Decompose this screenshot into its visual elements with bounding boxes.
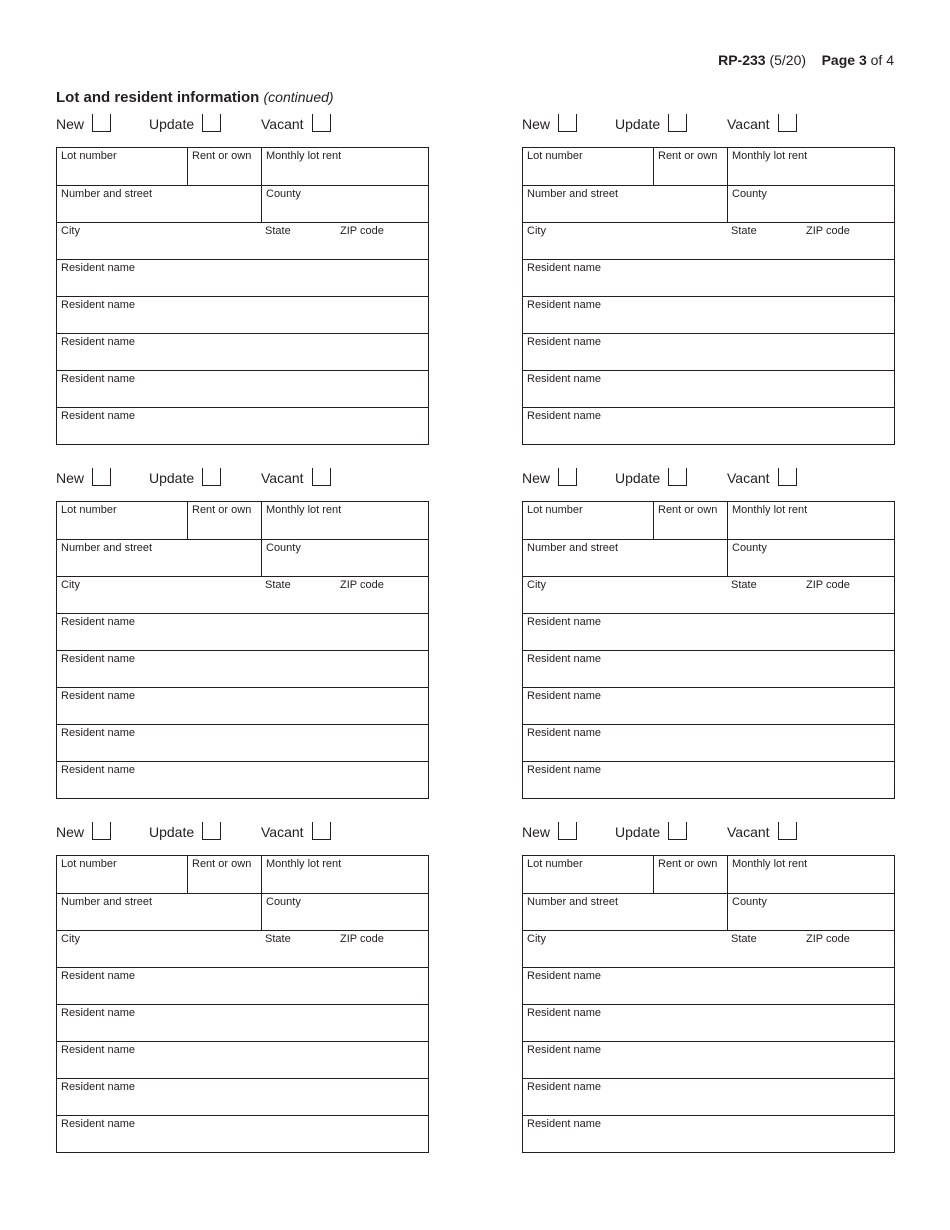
lot-number-field[interactable]: Lot number [61,858,117,870]
vacant-option [727,114,797,132]
row-address [57,539,428,577]
monthly-lot-rent-field[interactable]: Monthly lot rent [727,856,894,893]
vacant-checkbox[interactable] [778,822,797,840]
row-resident [523,333,894,371]
rent-or-own-field[interactable]: Rent or own [653,856,727,893]
lot-number-field[interactable]: Lot number [61,150,117,162]
monthly-lot-rent-field[interactable]: Monthly lot rent [727,502,894,539]
update-label: Update [149,470,195,486]
row-lot [523,502,894,539]
resident-name-field[interactable]: Resident name [527,690,601,702]
city-field[interactable]: City [527,225,546,237]
resident-name-field[interactable]: Resident name [61,1118,135,1130]
update-checkbox[interactable] [202,468,221,486]
row-resident [57,687,428,725]
zip-code-field[interactable]: ZIP code [806,225,850,237]
zip-code-field[interactable]: ZIP code [806,933,850,945]
update-checkbox[interactable] [202,822,221,840]
vacant-label: Vacant [261,470,304,486]
resident-name-field[interactable]: Resident name [61,1081,135,1093]
new-option [56,822,111,840]
city-field[interactable]: City [61,579,80,591]
new-label: New [522,116,551,132]
state-field[interactable]: State [265,579,291,591]
row-city [523,222,894,260]
city-field[interactable]: City [527,933,546,945]
row-resident [57,1004,428,1042]
page-number: 3 [858,52,867,68]
resident-name-field[interactable]: Resident name [61,410,135,422]
resident-name-field[interactable]: Resident name [527,1118,601,1130]
resident-name-field[interactable]: Resident name [527,1044,601,1056]
rent-or-own-field[interactable]: Rent or own [653,148,727,185]
city-field[interactable]: City [61,933,80,945]
lot-info-table [522,501,895,799]
county-field[interactable]: County [727,186,894,223]
vacant-label: Vacant [727,116,770,132]
row-city [57,930,428,968]
section-title [56,89,334,106]
vacant-checkbox[interactable] [312,468,331,486]
row-city [57,576,428,614]
resident-name-field[interactable]: Resident name [527,764,601,776]
status-options [522,464,895,494]
zip-code-field[interactable]: ZIP code [340,225,384,237]
new-option [522,822,577,840]
resident-name-field[interactable]: Resident name [61,1007,135,1019]
new-checkbox[interactable] [92,468,111,486]
update-label: Update [615,116,661,132]
lot-block [56,464,429,776]
row-lot [57,856,428,893]
resident-name-field[interactable]: Resident name [527,970,601,982]
resident-name-field[interactable]: Resident name [527,727,601,739]
row-resident [523,967,894,1005]
update-checkbox[interactable] [202,114,221,132]
lot-number-field[interactable]: Lot number [61,504,117,516]
new-checkbox[interactable] [558,822,577,840]
number-and-street-field[interactable]: Number and street [527,188,619,200]
rent-or-own-field[interactable]: Rent or own [187,148,261,185]
new-label: New [56,824,85,840]
row-resident [57,333,428,371]
update-label: Update [615,824,661,840]
county-field[interactable]: County [261,540,428,577]
resident-name-field[interactable]: Resident name [61,653,135,665]
update-option [615,114,687,132]
row-resident [523,650,894,688]
lot-info-table [522,147,895,445]
new-option [56,468,111,486]
status-options [56,110,429,140]
lot-number-field[interactable]: Lot number [527,504,583,516]
new-option [522,468,577,486]
row-lot [57,148,428,185]
row-address [523,185,894,223]
resident-name-field[interactable]: Resident name [61,764,135,776]
resident-name-field[interactable]: Resident name [527,373,601,385]
state-field[interactable]: State [731,579,757,591]
row-address [523,539,894,577]
lot-info-table [56,147,429,445]
section-title-suffix: (continued) [263,89,334,105]
resident-name-field[interactable]: Resident name [61,727,135,739]
section-title-main: Lot and resident information [56,89,260,106]
update-checkbox[interactable] [668,822,687,840]
new-option [522,114,577,132]
rent-or-own-field[interactable]: Rent or own [187,502,261,539]
new-option [56,114,111,132]
lot-block [56,110,429,422]
status-options [56,464,429,494]
city-field[interactable]: City [527,579,546,591]
zip-code-field[interactable]: ZIP code [340,579,384,591]
resident-name-field[interactable]: Resident name [527,1081,601,1093]
row-address [523,893,894,931]
row-resident [523,1004,894,1042]
lot-block [522,464,895,776]
resident-name-field[interactable]: Resident name [61,690,135,702]
update-checkbox[interactable] [668,114,687,132]
status-options [522,818,895,848]
lot-number-field[interactable]: Lot number [527,858,583,870]
new-checkbox[interactable] [558,114,577,132]
zip-code-field[interactable]: ZIP code [340,933,384,945]
resident-name-field[interactable]: Resident name [61,262,135,274]
resident-name-field[interactable]: Resident name [61,299,135,311]
vacant-label: Vacant [261,824,304,840]
lot-block [522,818,895,1130]
state-field[interactable]: State [731,225,757,237]
lot-info-table [56,855,429,1153]
new-label: New [522,470,551,486]
row-city [523,930,894,968]
resident-name-field[interactable]: Resident name [61,970,135,982]
new-checkbox[interactable] [92,822,111,840]
new-checkbox[interactable] [92,114,111,132]
resident-name-field[interactable]: Resident name [61,1044,135,1056]
vacant-checkbox[interactable] [312,114,331,132]
lot-info-table [522,855,895,1153]
row-address [57,893,428,931]
update-option [149,822,221,840]
lot-info-table [56,501,429,799]
vacant-option [727,468,797,486]
vacant-option [727,822,797,840]
new-label: New [56,116,85,132]
update-option [149,114,221,132]
row-resident [57,967,428,1005]
city-field[interactable]: City [61,225,80,237]
status-options [522,110,895,140]
rent-or-own-field[interactable]: Rent or own [187,856,261,893]
row-resident [57,1078,428,1116]
update-option [149,468,221,486]
number-and-street-field[interactable]: Number and street [527,896,619,908]
vacant-option [261,822,331,840]
new-label: New [522,824,551,840]
form-date: (5/20) [769,52,807,68]
resident-name-field[interactable]: Resident name [527,410,601,422]
row-resident [523,687,894,725]
update-label: Update [615,470,661,486]
vacant-option [261,114,331,132]
resident-name-field[interactable]: Resident name [61,336,135,348]
vacant-label: Vacant [261,116,304,132]
county-field[interactable]: County [727,540,894,577]
row-resident [57,1041,428,1079]
update-option [615,468,687,486]
resident-name-field[interactable]: Resident name [61,616,135,628]
update-option [615,822,687,840]
row-resident [57,296,428,334]
resident-name-field[interactable]: Resident name [527,262,601,274]
resident-name-field[interactable]: Resident name [527,336,601,348]
row-resident [523,407,894,445]
row-resident [57,1115,428,1153]
vacant-checkbox[interactable] [312,822,331,840]
update-label: Update [149,824,195,840]
new-label: New [56,470,85,486]
row-resident [523,1041,894,1079]
number-and-street-field[interactable]: Number and street [61,188,153,200]
row-resident [523,761,894,799]
resident-name-field[interactable]: Resident name [527,616,601,628]
row-lot [523,148,894,185]
zip-code-field[interactable]: ZIP code [806,579,850,591]
row-resident [57,650,428,688]
vacant-checkbox[interactable] [778,468,797,486]
rent-or-own-field[interactable]: Rent or own [653,502,727,539]
lot-block [522,110,895,422]
row-resident [57,613,428,651]
monthly-lot-rent-field[interactable]: Monthly lot rent [261,856,428,893]
update-checkbox[interactable] [668,468,687,486]
row-resident [523,370,894,408]
row-resident [57,724,428,762]
number-and-street-field[interactable]: Number and street [61,896,153,908]
state-field[interactable]: State [731,933,757,945]
vacant-checkbox[interactable] [778,114,797,132]
resident-name-field[interactable]: Resident name [527,299,601,311]
resident-name-field[interactable]: Resident name [527,1007,601,1019]
row-lot [57,502,428,539]
vacant-label: Vacant [727,824,770,840]
number-and-street-field[interactable]: Number and street [527,542,619,554]
row-resident [57,407,428,445]
row-resident [57,370,428,408]
row-city [57,222,428,260]
row-resident [523,296,894,334]
monthly-lot-rent-field[interactable]: Monthly lot rent [727,148,894,185]
row-resident [523,724,894,762]
page-word: Page [821,52,856,68]
vacant-option [261,468,331,486]
form-header [718,52,894,68]
county-field[interactable]: County [261,894,428,931]
row-resident [57,259,428,297]
row-resident [523,1078,894,1116]
row-address [57,185,428,223]
state-field[interactable]: State [265,933,291,945]
form-id: RP-233 [718,52,766,68]
row-resident [57,761,428,799]
status-options [56,818,429,848]
update-label: Update [149,116,195,132]
row-city [523,576,894,614]
lot-number-field[interactable]: Lot number [527,150,583,162]
page-total: of 4 [870,52,894,68]
county-field[interactable]: County [261,186,428,223]
state-field[interactable]: State [265,225,291,237]
monthly-lot-rent-field[interactable]: Monthly lot rent [261,502,428,539]
row-resident [523,1115,894,1153]
monthly-lot-rent-field[interactable]: Monthly lot rent [261,148,428,185]
number-and-street-field[interactable]: Number and street [61,542,153,554]
row-resident [523,613,894,651]
lot-block [56,818,429,1130]
vacant-label: Vacant [727,470,770,486]
row-resident [523,259,894,297]
county-field[interactable]: County [727,894,894,931]
row-lot [523,856,894,893]
resident-name-field[interactable]: Resident name [61,373,135,385]
resident-name-field[interactable]: Resident name [527,653,601,665]
new-checkbox[interactable] [558,468,577,486]
